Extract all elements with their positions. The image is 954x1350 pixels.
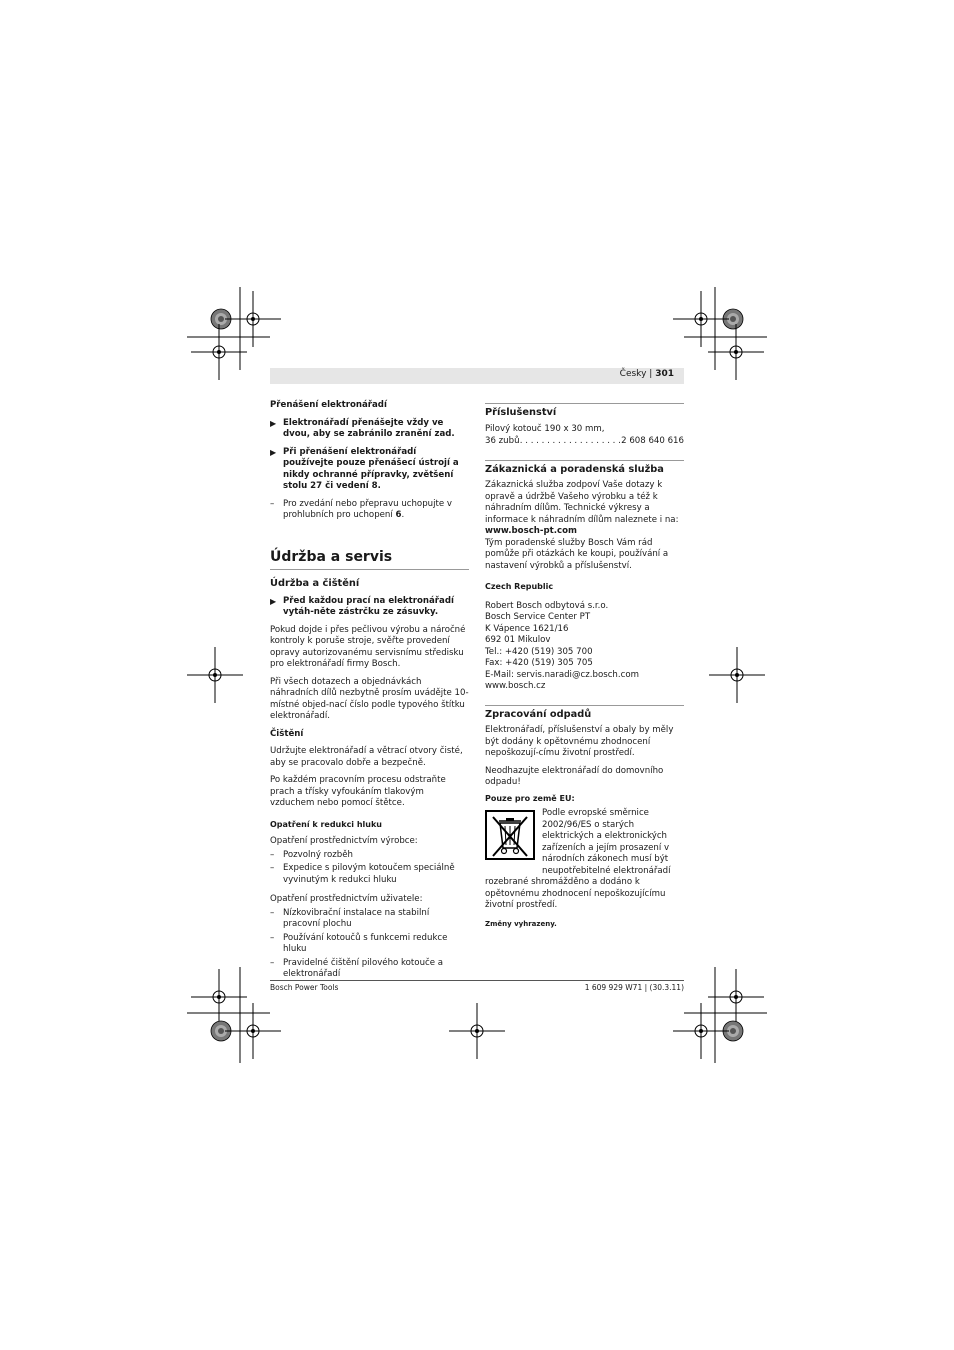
transport-heading: Přenášení elektronářadí [270, 400, 387, 410]
eu-side-text: Podle evropské směrnice 2002/96/ES o starých elektrických a elektronických zařízeních a jejím prosazení v národních zákonech musí být neupotřebitelné elektronářadí [542, 808, 671, 876]
cleaning-paragraph-2: Po každém pracovním procesu odstraňte prach a třísky vyfoukáním tlakovým vzduchem nebo pomocí štětce. [270, 775, 446, 808]
maintenance-paragraph-1: Pokud dojde i přes pečlivou výrobu a náročné kontroly k poruše stroje, svěřte provedení opravy autorizovanému servisnímu středisku pro elektronářadí firmy Bosch. [270, 624, 466, 669]
main-section-heading: Údržba a servis [270, 552, 469, 571]
service-paragraph-2: Tým poradenské služby Bosch Vám rád pomůže při otázkách ke koupi, používání a nastavení výrobků a příslušenství. [485, 537, 669, 571]
service-heading: Zákaznická a poradenská služba [485, 460, 684, 476]
header-page-number: 301 [655, 369, 674, 379]
service-url[interactable]: www.bosch-pt.com [485, 526, 577, 536]
disposal-paragraph-1: Elektronářadí, příslušenství a obaly by měly být dodány k opětovnému zhodnocení nepoškozují-címu životní prostředí. [485, 725, 674, 758]
noise-maker-item: – Pozvolný rozběh [270, 849, 353, 860]
accessories-heading: Příslušenství [485, 403, 684, 419]
noise-maker-item: – Expedice s pilovým kotoučem speciálně vyvinutým k redukci hluku [270, 863, 455, 885]
eu-heading: Pouze pro země EU: [485, 793, 575, 803]
eu-tail-text: rozebrané shromážděno a dodáno k opětovnému zhodnocení nepoškozujícímu životní prostředí. [485, 877, 666, 910]
footer-right: 1 609 929 W71 | (30.3.11) [584, 983, 684, 992]
transport-bullet-2: ▶ Při přenášení elektronářadí používejte pouze přenášecí ústrojí a nikdy ochranné přípravky, zvětšení stolu 27 či vedení 8. [270, 446, 459, 491]
noise-user-item: – Pravidelné čištění pilového kotouče a elektronářadí [270, 957, 444, 979]
header-language: Česky [619, 369, 647, 379]
transport-bullet-1: ▶ Elektronářadí přenášejte vždy ve dvou, aby se zabránilo zranění zad. [270, 417, 455, 439]
noise-user-item: – Nízkovibrační instalace na stabilní pracovní plochu [270, 907, 430, 929]
maintenance-bullet: ▶ Před každou prací na elektronářadí vytáh-něte zástrčku ze zásuvky. [270, 595, 454, 617]
crossed-out-wheelie-bin-icon [485, 810, 535, 860]
triangle-bullet-icon: ▶ [270, 447, 277, 457]
footer-left: Bosch Power Tools [270, 983, 339, 992]
page-header-bar [270, 368, 684, 384]
page-header-text [620, 369, 674, 379]
left-column [270, 400, 469, 983]
right-column [485, 403, 684, 930]
maintenance-paragraph-2: Při všech dotazech a objednávkách náhradních dílů nezbytně prosím uvádějte 10-místné objed-nací číslo podle typového štítku elektronářadí. [270, 676, 469, 721]
noise-maker-intro: Opatření prostřednictvím výrobce: [270, 836, 418, 846]
triangle-bullet-icon: ▶ [270, 418, 277, 428]
cleaning-heading: Čištění [270, 728, 304, 739]
accessory-line-2: 36 zubů . . . . . . . . . . . . . . . . . . . 2 608 640 616 [485, 436, 684, 446]
transport-dash-item: – Pro zvedání nebo přepravu uchopujte v prohlubních pro uchopení 6. [270, 498, 452, 520]
disposal-heading: Zpracování odpadů [485, 705, 684, 721]
maintenance-heading: Údržba a čištění [270, 578, 360, 589]
triangle-bullet-icon: ▶ [270, 596, 277, 606]
accessory-line-1: Pilový kotouč 190 x 30 mm, [485, 423, 605, 434]
header-separator: | [649, 369, 653, 379]
service-paragraph-1: Zákaznická služba zodpoví Vaše dotazy k opravě a údržbě Vašeho výrobku a též k náhradním dílům. Technické výkresy a informace k náhradním dílům naleznete i na: [485, 480, 679, 525]
noise-user-item: – Používání kotoučů s funkcemi redukce hluku [270, 932, 448, 954]
service-address: Robert Bosch odbytová s.r.o. Bosch Service Center PT K Vápence 1621/16 692 01 Mikulov Tel.: +420 (519) 305 700 Fax: +420 (519) 305 705 E-Mail: servis.naradi@cz.bosch.com www.bosch.cz [485, 600, 639, 691]
footer-rule [270, 980, 684, 981]
cleaning-paragraph-1: Udržujte elektronářadí a větrací otvory čisté, aby se pracovalo dobře a bezpečně. [270, 746, 463, 768]
noise-heading: Opatření k redukci hluku [270, 819, 382, 829]
country-heading: Czech Republic [485, 582, 554, 591]
disposal-paragraph-2: Neodhazujte elektronářadí do domovního odpadu! [485, 765, 664, 787]
eu-block [485, 808, 684, 877]
changes-notice: Změny vyhrazeny. [485, 919, 557, 928]
noise-user-intro: Opatření prostřednictvím uživatele: [270, 894, 423, 904]
